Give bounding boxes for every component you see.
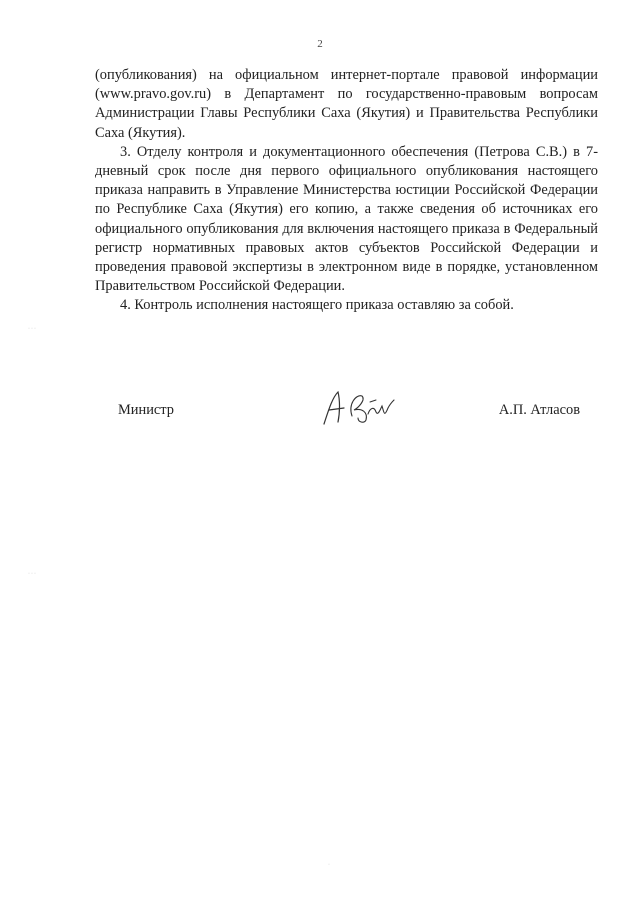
signature-block (0, 386, 640, 436)
page-number: 2 (317, 38, 323, 50)
paragraph-continuation: (опубликования) на официальном интернет-портале правовой информации (www.pravo.gov.ru) в Департамент по государственно-правовым вопросам Администрации Главы Республики Саха (Якутия) и Правительства Республики Саха (Якутия). (95, 67, 598, 141)
scan-artifact: ··· (28, 571, 37, 577)
paragraph-item-3: 3. Отделу контроля и документационного обеспечения (Петрова С.В.) в 7-дневный срок после дня первого официального опубликования настоящего приказа направить в Управление Министерства юстиции Российской Федерации по Республике Саха (Якутия) его копию, а также сведения об источниках его официального опубликования для включения настоящего приказа в Федеральный регистр нормативных правовых актов субъектов Российской Федерации и проведения правовой экспертизы в электронном виде в порядке, установленном Правительством Российской Федерации. (95, 143, 598, 295)
scan-artifact: ··· (28, 326, 37, 332)
paragraph-item-4: 4. Контроль исполнения настоящего приказа оставляю за собой. (120, 297, 514, 314)
document-body (95, 66, 598, 316)
scan-artifact: · (328, 862, 331, 868)
signer-name: А.П. Атласов (498, 402, 580, 418)
signer-position: Министр (118, 402, 174, 418)
handwritten-signature (318, 386, 398, 430)
